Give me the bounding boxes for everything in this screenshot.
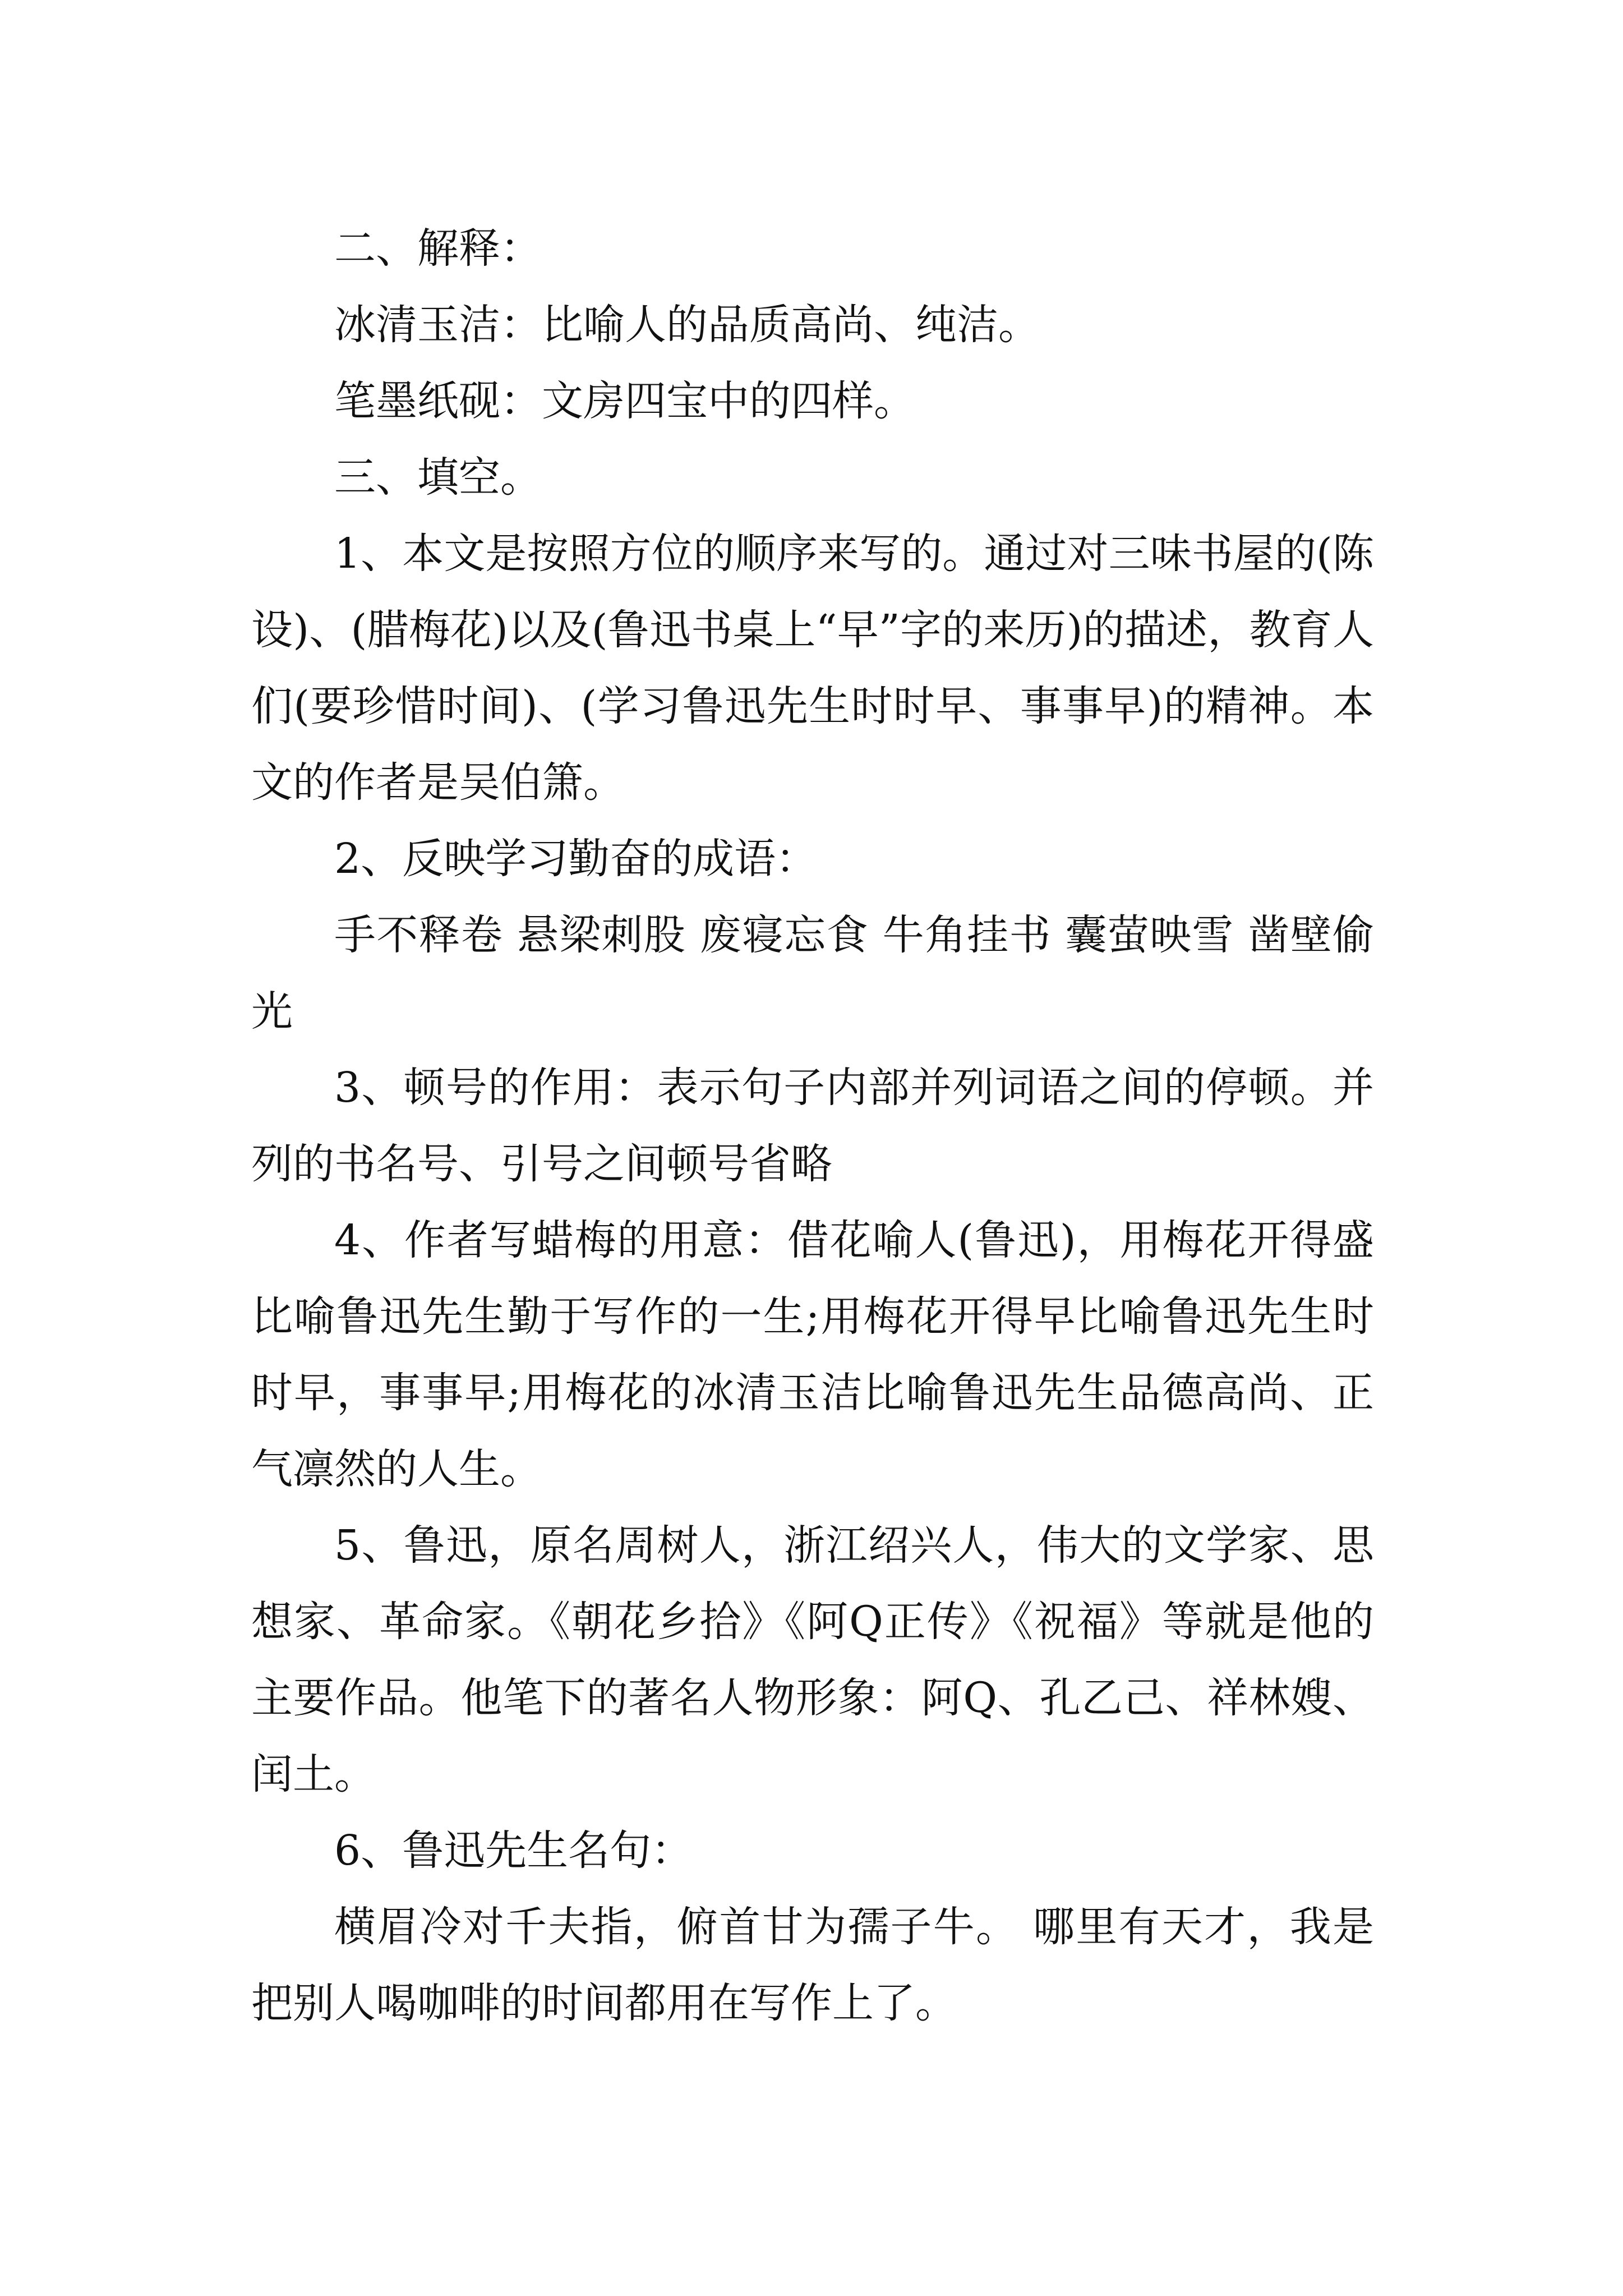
paragraph-item-1: 1、本文是按照方位的顺序来写的。通过对三味书屋的(陈设)、(腊梅花)以及(鲁迅书桌上“早”字的来历)的描述，教育人们(要珍惜时间)、(学习鲁迅先生时时早、事事早)的精神。本文的作者是吴伯箫。: [251, 530, 1374, 807]
definition-bingqing-yujie: 冰清玉洁：比喻人的品质高尚、纯洁。: [334, 301, 1040, 349]
paragraph-item-3: 3、顿号的作用：表示句子内部并列词语之间的停顿。并列的书名号、引号之间顿号省略: [251, 1064, 1374, 1188]
definition-bimo-zhiyan: 笔墨纸砚：文房四宝中的四样。: [334, 377, 915, 425]
paragraph-item-4: 4、作者写蜡梅的用意：借花喻人(鲁迅)，用梅花开得盛比喻鲁迅先生勤于写作的一生;用梅花开得早比喻鲁迅先生时时早，事事早;用梅花的冰清玉洁比喻鲁迅先生品德高尚、正气凛然的人生。: [251, 1216, 1374, 1493]
paragraph-item-5: 5、鲁迅，原名周树人，浙江绍兴人，伟大的文学家、思想家、革命家。《朝花乡拾》《阿Q正传》《祝福》等就是他的主要作品。他笔下的著名人物形象：阿Q、孔乙己、祥林嫂、闰土。: [251, 1521, 1374, 1798]
paragraph-item-6: 6、鲁迅先生名句：: [334, 1826, 693, 1875]
paragraph-item-2: 2、反映学习勤奋的成语：: [334, 835, 818, 883]
section-heading-fill-in: 三、填空。: [334, 453, 542, 501]
document-body: [251, 210, 1374, 2041]
section-heading-explanation: 二、解释：: [334, 224, 542, 273]
famous-quotes: 横眉冷对千夫指，俯首甘为孺子牛。 哪里有天才，我是把别人喝咖啡的时间都用在写作上了。: [251, 1903, 1374, 2027]
idiom-list: 手不释卷 悬梁刺股 废寝忘食 牛角挂书 囊萤映雪 凿壁偷光: [251, 911, 1374, 1036]
